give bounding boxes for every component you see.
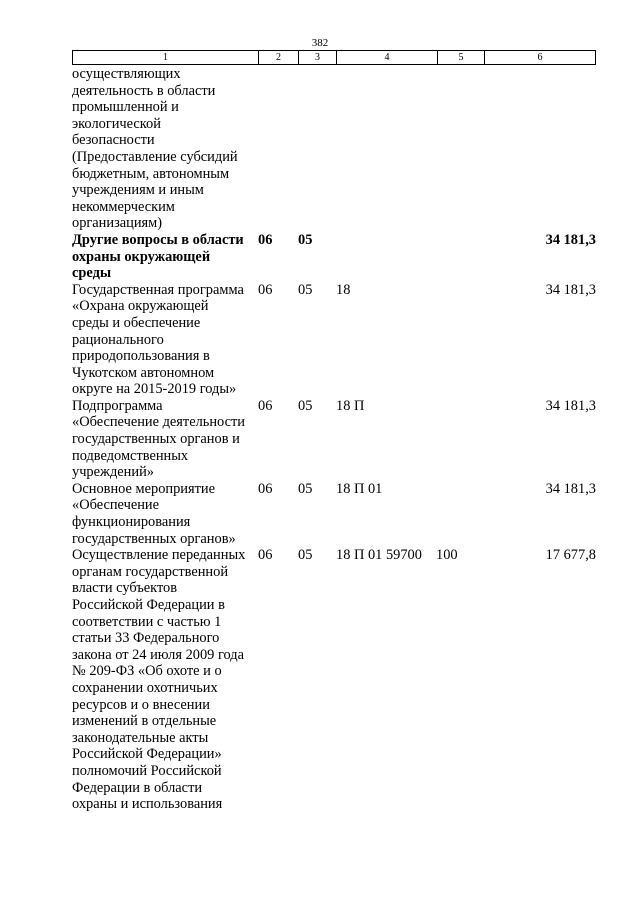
row-name-cell: осуществляющих деятельность в области промышленной и экологической безопасности (Предоставление субсидий бюджетным, автономным учреждениям и иным некоммерческим организациям) [72,66,238,232]
row-section-cell: 06 [258,281,273,298]
row-expense-type-cell: 100 [436,547,458,564]
row-target-article-cell: 18 [336,281,351,298]
column-header-6: 6 [485,51,596,65]
row-name-cell: Другие вопросы в области охраны окружающей среды [72,231,244,282]
row-name-cell: Государственная программа «Охрана окружающей среды и обеспечение рационального природопользования в Чукотском автономном округе на 2015-2019 годы» [72,281,244,398]
column-header-2: 2 [259,51,299,65]
budget-table-body [72,66,600,813]
table-row [72,481,600,547]
row-subsection-cell: 05 [298,281,313,298]
table-row [72,547,600,813]
row-amount-cell: 34 181,3 [545,281,596,298]
page-number: 382 [311,37,329,49]
row-amount-cell: 34 181,3 [545,397,596,414]
row-subsection-cell: 05 [298,547,313,564]
row-section-cell: 06 [258,480,273,497]
row-section-cell: 06 [258,547,273,564]
column-header-table [72,50,596,65]
row-name-cell: Основное мероприятие «Обеспечение функционирования государственных органов» [72,480,236,547]
row-section-cell: 06 [258,397,273,414]
table-row [72,232,600,282]
row-subsection-cell: 05 [298,480,313,497]
row-subsection-cell: 05 [298,231,313,248]
column-header-4: 4 [337,51,438,65]
table-row [72,282,600,398]
row-amount-cell: 17 677,8 [545,547,596,564]
row-amount-cell: 34 181,3 [545,231,596,248]
column-header-1: 1 [73,51,259,65]
column-header-5: 5 [438,51,485,65]
row-amount-cell: 34 181,3 [545,480,596,497]
row-name-cell: Подпрограмма «Обеспечение деятельности государственных органов и подведомственных учреждений» [72,397,245,481]
row-target-article-cell: 18 П 01 [336,480,383,497]
table-row [72,66,600,232]
row-target-article-cell: 18 П [336,397,365,414]
row-target-article-cell: 18 П 01 59700 [336,547,422,564]
table-row [72,398,600,481]
column-header-row [73,51,596,65]
row-section-cell: 06 [258,231,273,248]
row-subsection-cell: 05 [298,397,313,414]
column-header-3: 3 [299,51,337,65]
row-name-cell: Осуществление переданных органам государственной власти субъектов Российской Федерации в соответствии с частью 1 статьи 33 Федерального закона от 24 июля 2009 года № 209-ФЗ «Об охоте и о сохранении охотничьих ресурсов и о внесении изменений в отдельные законодательные акты Российской Федерации» полномочий Российской Федерации в области охраны и использования [72,547,246,813]
